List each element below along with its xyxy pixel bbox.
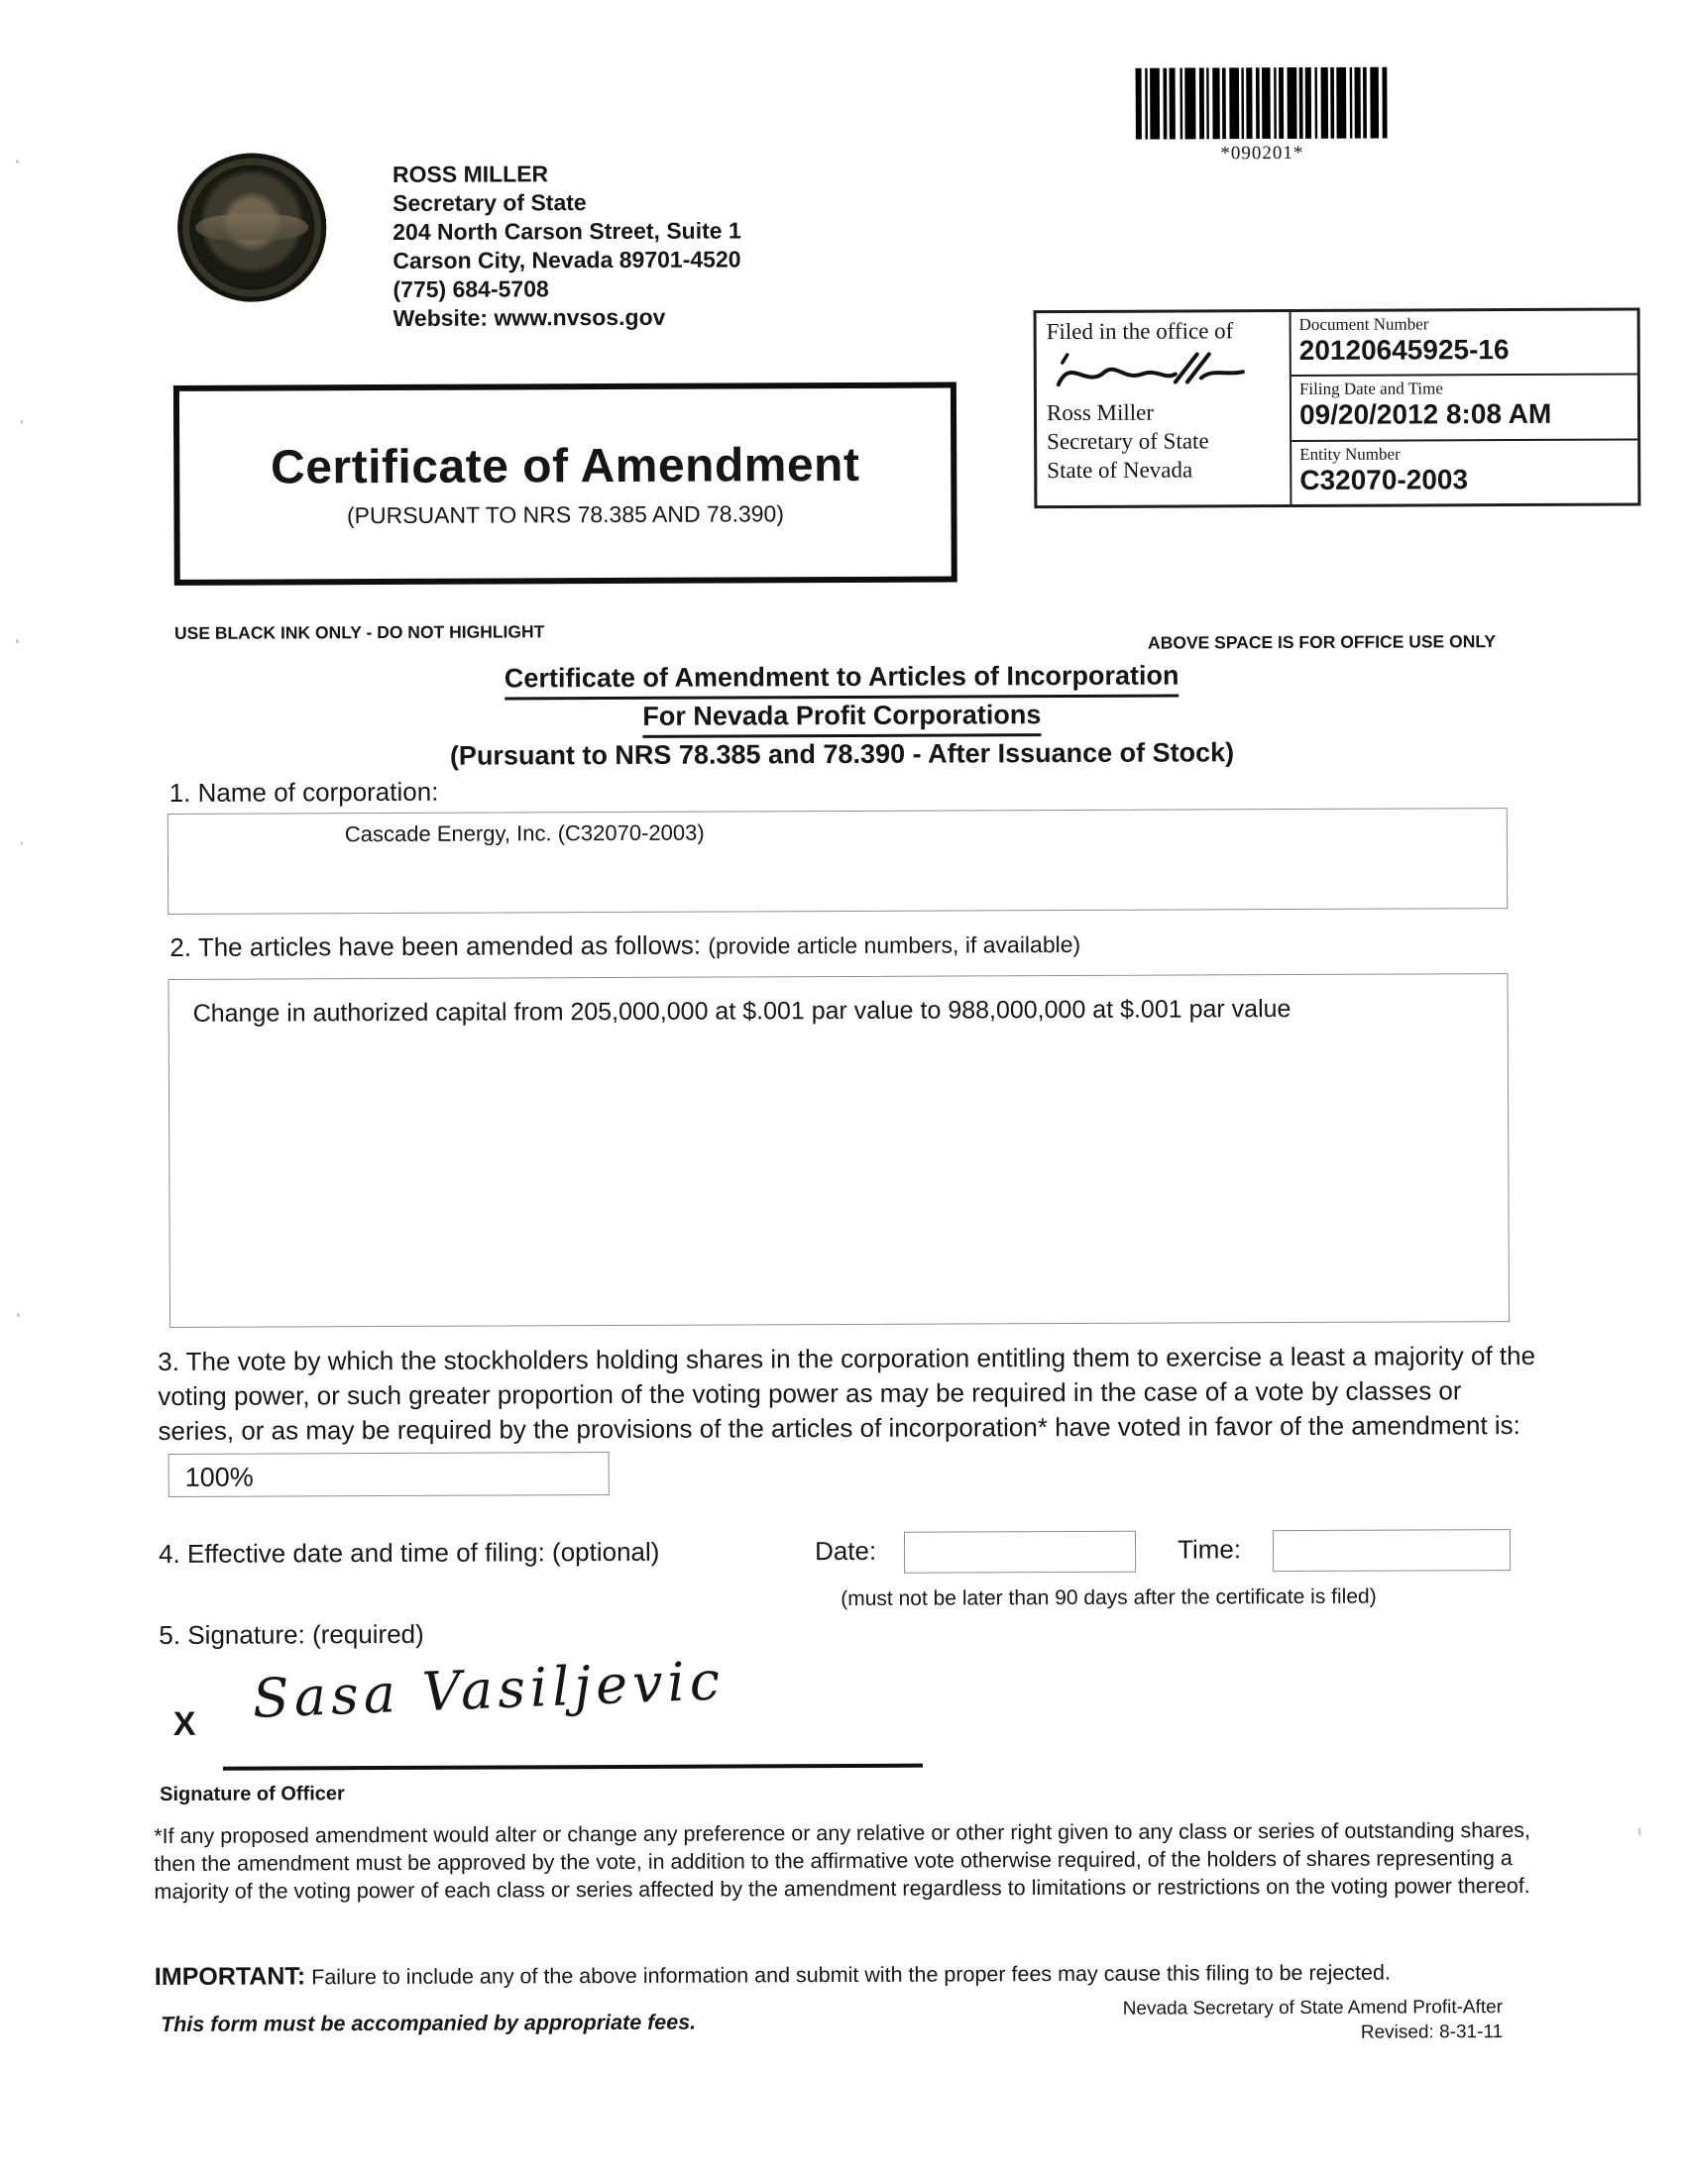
effective-date-field	[904, 1531, 1136, 1574]
website: Website: www.nvsos.gov	[393, 303, 666, 331]
filing-details	[1290, 310, 1638, 504]
document-number-label: Document Number	[1298, 314, 1429, 334]
nevada-state-seal	[177, 153, 327, 302]
q1-label: 1. Name of corporation:	[168, 776, 439, 808]
form-heading-line2: For Nevada Profit Corporations	[642, 698, 1041, 738]
entity-number-label: Entity Number	[1299, 444, 1401, 464]
office-filing-box	[1034, 307, 1641, 508]
important-label: IMPORTANT:	[154, 1962, 306, 1992]
form-heading	[174, 657, 1509, 775]
signature-x-marker: X	[172, 1704, 196, 1743]
form-id: Nevada Secretary of State Amend Profit-After	[1122, 1997, 1504, 2020]
scan-artifact	[21, 842, 23, 845]
vote-percentage-value: 100%	[184, 1462, 254, 1492]
secretary-signature-icon	[1053, 346, 1251, 398]
filed-officer-name: Ross Miller	[1046, 399, 1155, 426]
official-title: Secretary of State	[393, 189, 587, 216]
time-label: Time:	[1177, 1534, 1242, 1565]
address-line2: Carson City, Nevada 89701-4520	[393, 246, 741, 273]
q4-label: 4. Effective date and time of filing: (optional)	[158, 1536, 660, 1570]
scan-artifact	[1638, 1827, 1640, 1835]
q5-label: 5. Signature: (required)	[159, 1618, 424, 1651]
q2-label	[169, 928, 1080, 963]
form-heading-line1: Certificate of Amendment to Articles of Incorporation	[505, 659, 1180, 701]
form-heading-line3: (Pursuant to NRS 78.385 and 78.390 - After Issuance of Stock)	[449, 737, 1235, 771]
filed-stamp	[1037, 312, 1291, 505]
corporation-name-value: Cascade Energy, Inc. (C32070-2003)	[344, 819, 705, 847]
filing-date-row	[1292, 376, 1637, 442]
signature-line	[223, 1764, 923, 1771]
agency-header	[393, 159, 741, 333]
corporation-name-field	[168, 808, 1508, 915]
barcode-bars	[1136, 67, 1389, 140]
office-use-instruction: ABOVE SPACE IS FOR OFFICE USE ONLY	[1147, 631, 1497, 653]
form-revision: Revised: 8-31-11	[1360, 2021, 1504, 2043]
q3-paragraph	[158, 1339, 1542, 1497]
vote-percentage-field	[168, 1452, 610, 1497]
effective-time-field	[1273, 1529, 1511, 1572]
barcode-number: *090201*	[1220, 142, 1304, 164]
filed-label: Filed in the office of	[1046, 318, 1234, 345]
important-text: Failure to include any of the above information and submit with the proper fees may cause this filing to be rejected.	[305, 1960, 1391, 1990]
certificate-subtitle: (PURSUANT TO NRS 78.385 AND 78.390)	[346, 500, 785, 529]
entity-number-row	[1292, 440, 1637, 504]
important-notice	[155, 1957, 1562, 1992]
q2-label-text: 2. The articles have been amended as follows:	[169, 929, 709, 962]
filing-date-label: Filing Date and Time	[1298, 379, 1443, 399]
document-number-value: 20120645925-16	[1298, 334, 1510, 366]
fees-note: This form must be accompanied by appropriate fees.	[161, 2010, 697, 2037]
form-id-block	[1094, 1995, 1503, 2046]
q4-note: (must not be later than 90 days after the certificate is filed)	[841, 1584, 1377, 1611]
address-line1: 204 North Carson Street, Suite 1	[393, 217, 741, 245]
filed-officer-title: Secretary of State	[1047, 428, 1209, 455]
signature-caption: Signature of Officer	[160, 1783, 345, 1806]
amendment-text-value: Change in authorized capital from 205,000,000 at $.001 par value to 988,000,000 at $.001 par value	[192, 995, 1292, 1028]
amendment-text-field	[168, 973, 1511, 1328]
q2-hint: (provide article numbers, if available)	[708, 930, 1081, 959]
scan-artifact	[17, 1314, 20, 1317]
barcode	[1136, 67, 1389, 165]
officer-signature: Sasa Vasiljevic	[251, 1649, 727, 1730]
filing-date-value: 09/20/2012 8:08 AM	[1298, 398, 1552, 431]
black-ink-instruction: USE BLACK INK ONLY - DO NOT HIGHLIGHT	[173, 621, 545, 643]
date-label: Date:	[814, 1535, 877, 1567]
scan-artifact	[21, 420, 23, 424]
phone-number: (775) 684-5708	[393, 275, 549, 302]
scan-artifact	[16, 161, 19, 164]
document-number-row	[1292, 310, 1637, 377]
q3-label: 3. The vote by which the stockholders holding shares in the corporation entitling them to exercise a least a majority of the voting power, or such greater proportion of the voting power as may be required in the case of a vote by classes or series, or as may be required by the provisions of the articles of incorporation* have voted in favor of the amendment is:	[158, 1340, 1536, 1447]
scan-artifact	[16, 640, 19, 643]
amendment-footnote: *If any proposed amendment would alter or change any preference or any relative or other right given to any class or series of outstanding shares, then the amendment must be approved by the vote, in addition to the affirmative vote otherwise required, of the holders of shares representing a majority of the voting power of each class or series affected by the amendment regardless to limitations or restrictions on the voting power thereof.	[154, 1817, 1531, 1905]
certificate-title: Certificate of Amendment	[270, 438, 860, 494]
entity-number-value: C32070-2003	[1299, 463, 1469, 495]
official-name: ROSS MILLER	[392, 161, 549, 187]
filed-officer-state: State of Nevada	[1047, 457, 1193, 484]
certificate-title-box	[173, 382, 957, 585]
seal-band	[195, 214, 308, 240]
